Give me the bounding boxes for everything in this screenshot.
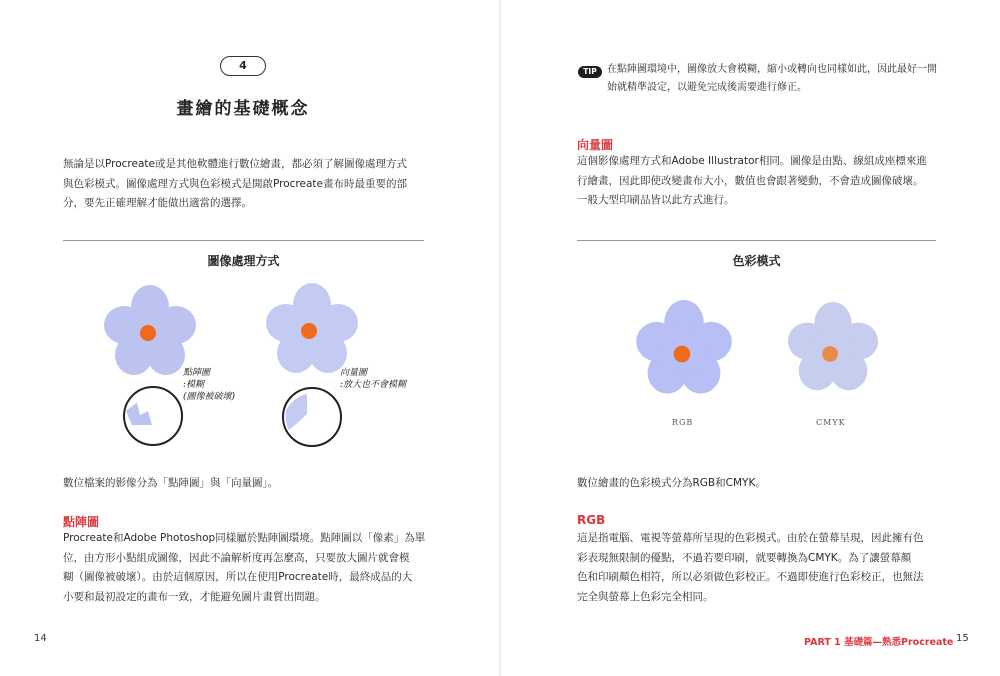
chapter-number-badge: 4 [220,56,266,76]
section-divider [63,240,424,241]
intro-line: 與色彩模式。圖像處理方式與色彩模式是開啟Procreate畫布時最重要的部 [63,177,407,190]
tip-badge: TIP [578,66,602,78]
vector-magnifier-icon [281,386,343,448]
raster-paragraph [63,529,435,607]
chapter-title: 畫繪的基礎概念 [176,99,310,119]
section-divider [577,240,936,241]
vector-flower-center [301,323,317,339]
tip-line: 在點陣圖環境中，圖像放大會模糊，縮小或轉向也同樣如此，因此最好一開 [607,64,937,75]
annotation-line: (圖像被破壞) [183,392,236,402]
caption-cmyk: CMYK [816,418,846,427]
intro-line: 分，要先正確理解才能做出適當的選擇。 [63,197,252,209]
raster-line: 糊（圖像被破壞）。由於這個原因，所以在使用Procreate時，最終成品的大 [63,571,413,583]
cmyk-flower-illustration [784,302,882,400]
intro-paragraph [63,155,433,214]
vector-annotation [340,367,406,391]
rgb-paragraph [577,529,949,607]
section-title-image-processing: 圖像處理方式 [207,254,280,268]
raster-annotation [183,367,235,403]
tip-line: 始就精準設定，以避免完成後需要進行修正。 [607,82,807,93]
annotation-line: 點陣圖 [183,368,211,378]
page-number-left: 14 [34,633,47,644]
cmyk-flower [788,302,878,390]
color-mode-summary: 數位繪畫的色彩模式分為RGB和CMYK。 [577,477,766,489]
vector-line: 這個影像處理方式和Adobe Illustrator相同。圖像是由點、線組成座標來進 [577,155,927,167]
raster-line: 小要和最初設定的畫布一致，才能避免圖片畫質出問題。 [63,590,326,603]
raster-heading: 點陣圖 [63,515,100,529]
rgb-line: 色和印刷顏色相符，所以必須做色彩校正。不過即使進行色彩校正，也無法 [577,571,924,583]
vector-line: 行繪畫，因此即使改變畫布大小，數值也會跟著變動，不會造成圖像破壞。 [577,174,924,187]
cmyk-flower-center [822,346,838,362]
rgb-line: 這是指電腦、電視等螢幕所呈現的色彩模式。由於在螢幕呈現，因此擁有色 [577,532,924,544]
rgb-line: 彩表現無限制的優點，不過若要印刷，就要轉換為CMYK。為了讓螢幕顏 [577,551,912,564]
book-gutter [498,0,502,676]
section-title-color-mode: 色彩模式 [732,254,781,268]
annotation-line: :模糊 [183,380,205,390]
rgb-flower-illustration [632,300,736,404]
vector-heading: 向量圖 [577,138,614,152]
running-head: PART 1 基礎篇—熟悉Procreate [804,637,954,648]
rgb-flower-center [674,346,691,363]
vector-line: 一般大型印刷品皆以此方式進行。 [577,194,735,206]
annotation-line: :放大也不會模糊 [340,380,407,390]
raster-line: Procreate和Adobe Photoshop同樣屬於點陣圖環境。點陣圖以「像素」為單 [63,532,426,544]
intro-line: 無論是以Procreate或是其他軟體進行數位繪畫，都必須了解圖像處理方式 [63,158,407,170]
page-number-right: 15 [956,633,969,644]
rgb-heading: RGB [577,513,606,527]
vector-paragraph [577,152,947,211]
raster-vector-summary: 數位檔案的影像分為「點陣圖」與「向量圖」。 [63,477,279,489]
rgb-line: 完全與螢幕上色彩完全相同。 [577,590,714,603]
tip-paragraph [607,61,947,97]
annotation-line: 向量圖 [340,368,368,378]
raster-line: 位，由方形小點組成圖像，因此不論解析度再怎麼高，只要放大圖片就會模 [63,551,410,564]
raster-flower-center [140,325,156,341]
raster-magnifier-icon [122,385,184,447]
caption-rgb: RGB [672,418,694,427]
